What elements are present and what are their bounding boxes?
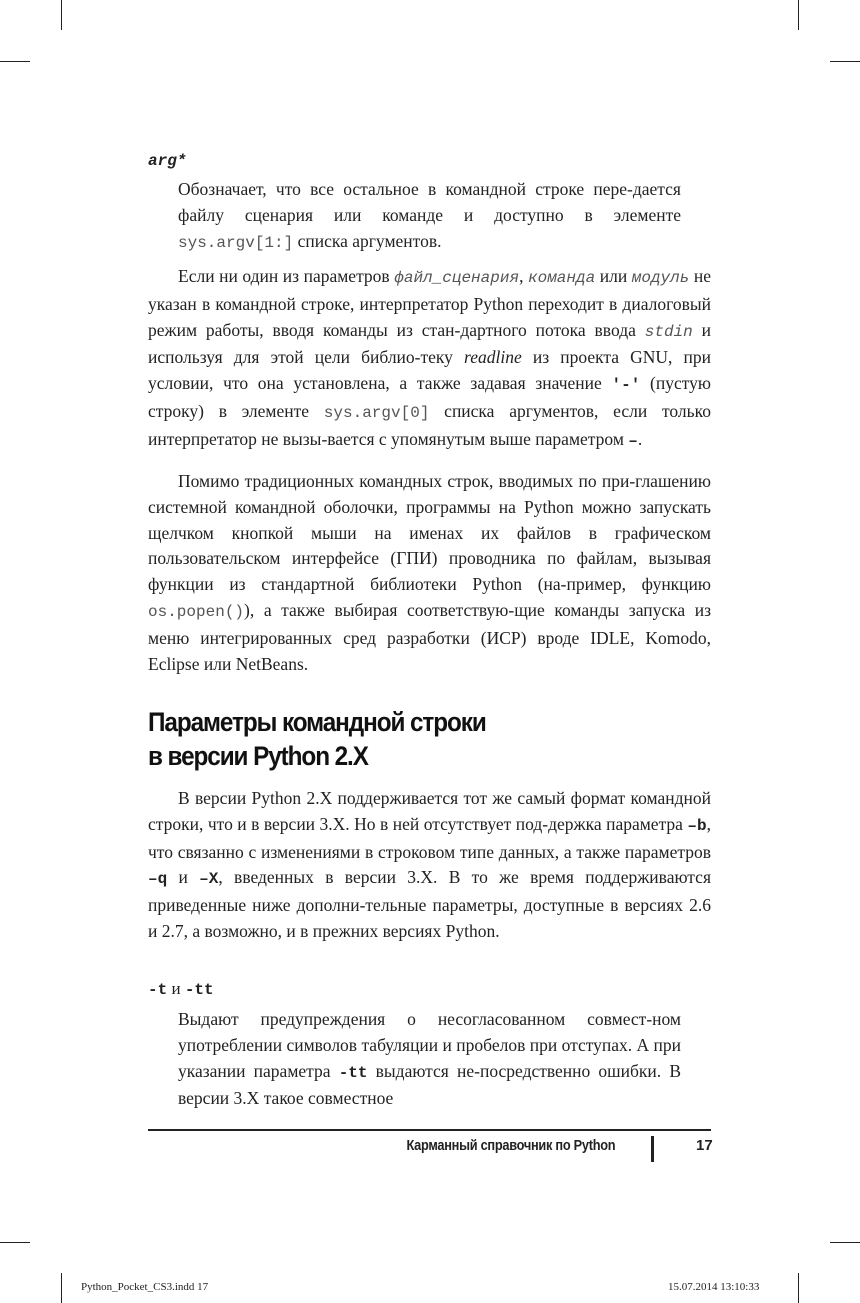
crop-mark: [61, 0, 62, 30]
option-term-t: -t и -tt: [148, 979, 214, 999]
section-heading: Параметры командной строки в версии Python 2.X: [148, 707, 486, 771]
slug-filename: Python_Pocket_CS3.indd 17: [81, 1281, 209, 1293]
option-description-t: Выдают предупреждения о несогласованном совмест-ном употреблении символов табуляции и пробелов при отступах. А при указании параметра -tt выдаются не-посредственно ошибки. В версии 3.X такое совместное: [178, 1009, 682, 1109]
slug-datetime: 15.07.2014 13:10:33: [668, 1281, 760, 1293]
option-description-arg: Обозначает, что все остальное в командной строке пере-дается файлу сценария или команде и доступно в элементе sys.argv[1:] списка аргументов.: [178, 179, 681, 252]
crop-mark: [798, 0, 799, 30]
crop-mark: [61, 1273, 62, 1303]
footer-rule: [148, 1129, 711, 1131]
crop-mark: [0, 61, 30, 62]
crop-mark: [830, 1242, 860, 1243]
page-number: 17: [696, 1137, 713, 1154]
crop-mark: [830, 61, 860, 62]
body-paragraph-interactive-mode: Если ни один из параметров файл_сценария, команда или модуль не указан в командной строке, интерпретатор Python переходит в диалоговый режим работы, вводя команды из стан-дартного потока ввода stdin и используя для этой цели библио-теку readline из проекта GNU, при условии, что она установлена, а также задавая значение '-' (пустую строку) в элементе sys.argv[0] списка аргументов, если только интерпретатор не вызы-вается с упомянутым выше параметром –.: [148, 266, 712, 450]
footer-separator: [651, 1136, 654, 1162]
crop-mark: [798, 1273, 799, 1303]
body-paragraph-gui-launch: Помимо традиционных командных строк, вводимых по при-глашению системной командной оболочки, программы на Python можно запускать щелчком кнопкой мыши на именах их файлов в графическом пользовательском интерфейсе (ГПИ) проводника по файлам, вызывая функции из стандартной библиотеки Python (на-пример, функцию os.popen()), а также выбирая соответствую-щие команды запуска из меню интегрированных сред разработки (ИСР) вроде IDLE, Komodo, Eclipse или NetBeans.: [148, 471, 711, 674]
running-footer-title: Карманный справочник по Python: [406, 1138, 615, 1154]
option-code: arg*: [148, 152, 187, 170]
option-term-arg: [148, 150, 186, 170]
crop-mark: [0, 1242, 30, 1243]
body-paragraph-python2: В версии Python 2.X поддерживается тот же самый формат командной строки, что и в версии 3.X. Но в ней отсутствует под-держка параметра –b, что связанно с изменениями в строковом типе данных, а также параметров –q и –X, введенных в версии 3.X. В то же время поддерживаются приведенные ниже дополни-тельные параметры, доступные в версиях 2.6 и 2.7, а возможно, и в прежних версиях Python.: [148, 788, 711, 941]
